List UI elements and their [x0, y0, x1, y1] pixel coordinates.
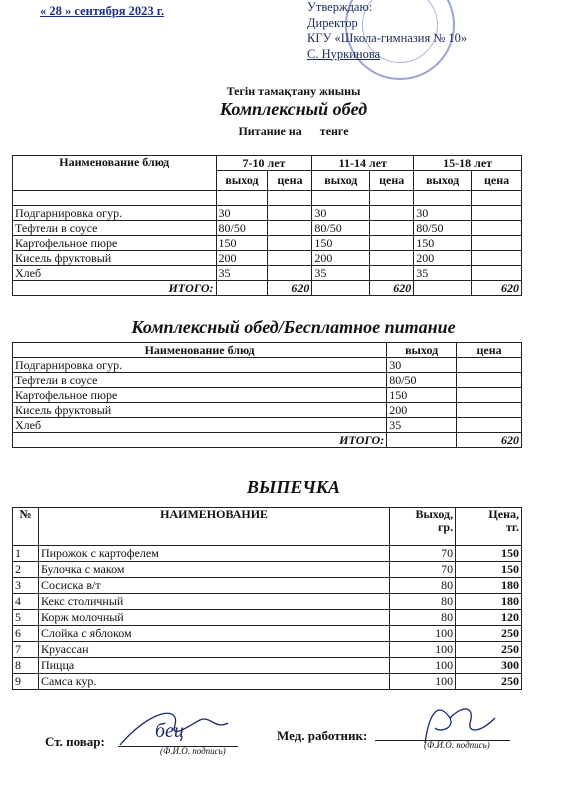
output-value: 200	[414, 251, 472, 266]
table-row	[13, 642, 522, 658]
section1-subtitle: Питание на тенге	[238, 124, 349, 138]
row-number: 4	[13, 594, 39, 610]
header-name: НАИМЕНОВАНИЕ	[38, 508, 389, 546]
row-number: 2	[13, 562, 39, 578]
header-price: цена	[268, 171, 312, 191]
item-name: Самса кур.	[38, 674, 389, 690]
table-row	[13, 373, 522, 388]
price-value: 180	[456, 594, 522, 610]
output-value: 80	[390, 610, 456, 626]
section3-title: ВЫПЕЧКА	[246, 477, 341, 497]
total-row	[13, 281, 522, 296]
table-row	[13, 221, 522, 236]
bakery-table	[12, 507, 522, 690]
approve-line: КГУ «Школа-гимназия № 10»	[307, 31, 468, 45]
output-value: 150	[216, 236, 268, 251]
output-value: 80	[390, 594, 456, 610]
item-name: Сосиска в/т	[38, 578, 389, 594]
approve-line: С. Нуркинова	[307, 46, 381, 61]
complex-lunch-table	[12, 155, 522, 296]
total-value: 620	[370, 281, 414, 296]
output-value: 100	[390, 658, 456, 674]
output-value: 150	[312, 236, 370, 251]
output-value: 80/50	[387, 373, 457, 388]
table-row	[13, 658, 522, 674]
approve-line: Директор	[307, 15, 358, 30]
price-value: 150	[456, 562, 522, 578]
total-value: 620	[268, 281, 312, 296]
output-value: 35	[312, 266, 370, 281]
row-number: 8	[13, 658, 39, 674]
dish-name: Кисель фруктовый	[13, 403, 387, 418]
med-label: Мед. работник:	[277, 728, 368, 743]
dish-name: Хлеб	[13, 418, 387, 433]
table-row	[13, 626, 522, 642]
header-price-unit: тг.	[506, 520, 519, 534]
med-caption: (Ф.И.О. подпись)	[424, 740, 490, 750]
output-value: 100	[390, 642, 456, 658]
output-value: 100	[390, 674, 456, 690]
item-name: Пицца	[38, 658, 389, 674]
table-row	[13, 266, 522, 281]
price-value: 120	[456, 610, 522, 626]
table-row	[13, 546, 522, 562]
output-value: 150	[414, 236, 472, 251]
total-label: ИТОГО:	[13, 281, 217, 296]
output-value: 100	[390, 626, 456, 642]
price-value: 180	[456, 578, 522, 594]
header-number: №	[13, 508, 39, 546]
dish-name: Хлеб	[13, 266, 217, 281]
table-row	[13, 578, 522, 594]
price-value: 250	[456, 626, 522, 642]
cook-label: Ст. повар:	[45, 734, 105, 749]
dish-name: Картофельное пюре	[13, 236, 217, 251]
table-row	[13, 236, 522, 251]
output-value: 200	[216, 251, 268, 266]
header-age-group: 11-14 лет	[312, 156, 414, 171]
dish-name: Подгарнировка огур.	[13, 358, 387, 373]
price-value: 250	[456, 642, 522, 658]
output-value: 70	[390, 562, 456, 578]
document-date: « 28 » сентября 2023 г.	[40, 4, 165, 18]
header-output: выход	[387, 343, 457, 358]
approval-block	[307, 0, 467, 62]
dish-name: Тефтели в соусе	[13, 221, 217, 236]
table-row	[13, 388, 522, 403]
item-name: Пирожок с картофелем	[38, 546, 389, 562]
dish-name: Подгарнировка огур.	[13, 206, 217, 221]
table-row	[13, 206, 522, 221]
output-value: 30	[414, 206, 472, 221]
row-number: 1	[13, 546, 39, 562]
item-name: Слойка с яблоком	[38, 626, 389, 642]
item-name: Круассан	[38, 642, 389, 658]
header-price: цена	[457, 343, 522, 358]
dish-name: Тефтели в соусе	[13, 373, 387, 388]
header-age-group: 15-18 лет	[414, 156, 522, 171]
price-value: 150	[456, 546, 522, 562]
header-price: цена	[472, 171, 522, 191]
output-value: 35	[387, 418, 457, 433]
item-name: Корж молочный	[38, 610, 389, 626]
output-value: 80	[390, 578, 456, 594]
header-dish-name: Наименование блюд	[13, 156, 217, 191]
output-value: 200	[312, 251, 370, 266]
output-value: 80/50	[312, 221, 370, 236]
total-value: 620	[457, 433, 522, 448]
header-age-group: 7-10 лет	[216, 156, 312, 171]
row-number: 5	[13, 610, 39, 626]
output-value: 30	[312, 206, 370, 221]
table-row	[13, 358, 522, 373]
svg-text:бец: бец	[155, 720, 184, 742]
price-value: 300	[456, 658, 522, 674]
table-row	[13, 562, 522, 578]
header-dish-name: Наименование блюд	[13, 343, 387, 358]
output-value: 30	[216, 206, 268, 221]
total-row	[13, 433, 522, 448]
output-value: 35	[414, 266, 472, 281]
header-price: цена	[370, 171, 414, 191]
header-price: Цена,	[488, 507, 519, 521]
row-number: 9	[13, 674, 39, 690]
approve-line: Утверждаю:	[307, 0, 373, 14]
free-meal-table	[12, 342, 522, 448]
output-value: 150	[387, 388, 457, 403]
total-value: 620	[472, 281, 522, 296]
cook-caption: (Ф.И.О. подпись)	[160, 746, 226, 756]
kazakh-title: Тегін тамақтану жиыны	[226, 84, 361, 98]
table-row	[13, 418, 522, 433]
output-value: 200	[387, 403, 457, 418]
price-value: 250	[456, 674, 522, 690]
output-value: 30	[387, 358, 457, 373]
dish-name: Кисель фруктовый	[13, 251, 217, 266]
header-output: Выход,	[415, 507, 454, 521]
section1-title: Комплексный обед	[219, 99, 368, 119]
header-output: выход	[216, 171, 268, 191]
output-value: 80/50	[414, 221, 472, 236]
table-row	[13, 610, 522, 626]
row-number: 3	[13, 578, 39, 594]
output-value: 70	[390, 546, 456, 562]
header-output-unit: гр.	[437, 520, 454, 534]
header-output: выход	[312, 171, 370, 191]
header-output: выход	[414, 171, 472, 191]
table-row	[13, 251, 522, 266]
table-row	[13, 674, 522, 690]
total-label: ИТОГО:	[13, 433, 387, 448]
section2-title: Комплексный обед/Бесплатное питание	[131, 317, 456, 337]
table-row	[13, 403, 522, 418]
dish-name: Картофельное пюре	[13, 388, 387, 403]
output-value: 35	[216, 266, 268, 281]
row-number: 7	[13, 642, 39, 658]
row-number: 6	[13, 626, 39, 642]
item-name: Кекс столичный	[38, 594, 389, 610]
cook-signature	[110, 705, 230, 750]
item-name: Булочка с маком	[38, 562, 389, 578]
table-row	[13, 594, 522, 610]
output-value: 80/50	[216, 221, 268, 236]
